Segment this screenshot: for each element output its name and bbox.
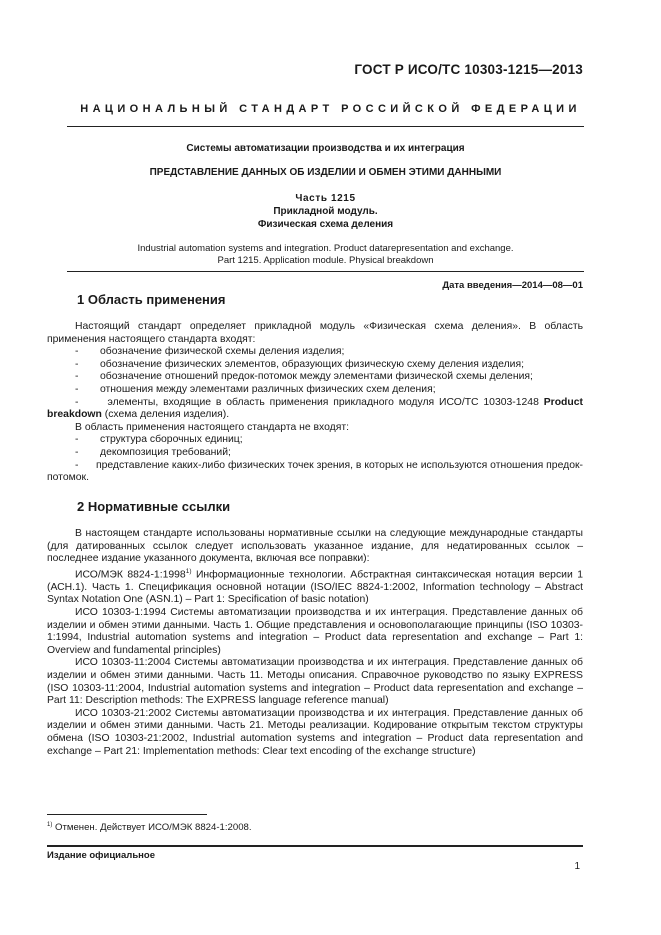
list-item: - элементы, входящие в область применения прикладного модуля ИСО/ТС 10303-1248 Product breakdown (схема деления изделия). [47, 396, 583, 421]
section-2-body [47, 528, 583, 758]
footnote-divider [47, 814, 207, 815]
section-1-body [47, 321, 583, 485]
module-label: Прикладной модуль. [273, 206, 378, 217]
footer-divider [47, 845, 583, 847]
title-divider [67, 271, 584, 272]
header-divider [67, 126, 584, 127]
part-number: Часть 1215 [295, 193, 356, 204]
page-number: 1 [574, 861, 580, 872]
list-item: - структура сборочных единиц; [75, 434, 243, 446]
list-item: - отношения между элементами различных физических схем деления; [75, 383, 436, 395]
exclusions-paragraph: В область применения настоящего стандарта не входят: [75, 421, 350, 433]
edition-label: Издание официальное [47, 850, 155, 861]
reference-item: ИСО 10303-1:1994 Системы автоматизации производства и их интеграция. Представление данных об изделии и обмен этими данными. Часть 1. Общие представления и основополагающие принципы (ISO 10303-1:1994, Industrial automation systems and integration – Product data representation and exchange – Part 1: Overview and fundamental principles) [47, 607, 583, 656]
english-title-line2: Part 1215. Application module. Physical breakdown [217, 255, 434, 266]
list-item: - декомпозиция требований; [75, 446, 231, 458]
national-standard-label: НАЦИОНАЛЬНЫЙ СТАНДАРТ РОССИЙСКОЙ ФЕДЕРАЦИИ [80, 103, 581, 115]
references-intro: В настоящем стандарте использованы нормативные ссылки на следующие международные стандарты (для датированных ссылок следует использовать указанное издание, для недатированных ссылок – последнее издание указанного документа, включая все поправки): [47, 528, 583, 565]
document-code: ГОСТ Р ИСО/ТС 10303-1215—2013 [354, 62, 583, 77]
introduction-date: Дата введения—2014—08—01 [442, 280, 583, 291]
list-item: - обозначение физической схемы деления изделия; [75, 346, 345, 358]
footnote: $^{1)}$ Отменен. Действует ИСО/МЭК 8824-1:2008. [47, 822, 252, 834]
list-item: - обозначение физических элементов, образующих физическую схему деления изделия; [75, 358, 524, 370]
list-item: - представление каких-либо физических точек зрения, в которых не используются отношения предок-потомок. [47, 459, 583, 484]
english-title-line1: Industrial automation systems and integration. Product datarepresentation and exchange. [137, 243, 514, 254]
subject-title: Физическая схема деления [257, 219, 394, 230]
reference-item: ИСО 10303-11:2004 Системы автоматизации производства и их интеграция. Представление данных об изделии и обмен этими данными. Часть 11. Методы описания. Справочное руководство по языку EXPRESS (ISO 10303-11:2004, Industrial automation systems and integration – Product data representation and exchange – Part 11: Description methods: The EXPRESS language reference manual) [47, 657, 583, 707]
series-title: Системы автоматизации производства и их интеграция [186, 143, 465, 154]
reference-item: ИСО 10303-21:2002 Системы автоматизации производства и их интеграция. Представление данных об изделии и обмен этими данными. Часть 21. Методы реализации. Кодирование открытым текстом структуры обмена (ISO 10303-21:2002, Industrial automation systems and integration – Product data representation and exchange – Part 21: Implementation methods: Clear text encoding of the exchange structure) [47, 707, 583, 757]
scope-paragraph: Настоящий стандарт определяет прикладной модуль «Физическая схема деления». В область применения настоящего стандарта входят: [47, 321, 583, 345]
list-item: - обозначение отношений предок-потомок между элементами физической схемы деления; [75, 371, 533, 383]
section-2-heading: 2 Нормативные ссылки [77, 499, 231, 514]
main-title: ПРЕДСТАВЛЕНИЕ ДАННЫХ ОБ ИЗДЕЛИИ И ОБМЕН ЭТИМИ ДАННЫМИ [149, 167, 502, 178]
reference-item: ИСО/МЭК 8824-1:1998$^{1)}$ Информационные технологии. Абстрактная синтаксическая нотация версии 1 (АСН.1). Часть 1. Спецификация основной нотации (ISO/IEC 8824-1:2002, Information technology – Abstract Syntax Notation One (ASN.1) – Part 1: Specification of basic notation) [47, 567, 584, 606]
section-1-heading: 1 Область применения [77, 292, 226, 307]
